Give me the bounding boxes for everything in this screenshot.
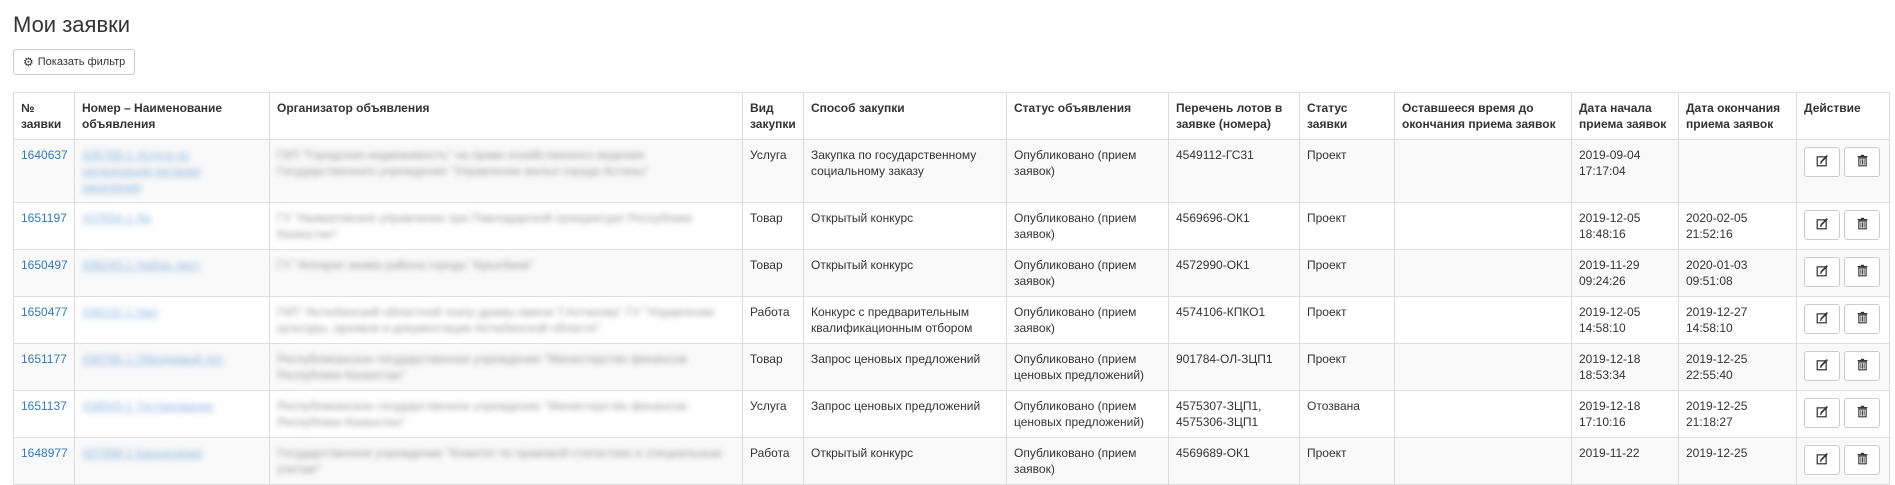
- table-row: [14, 140, 1890, 203]
- delete-button[interactable]: [1844, 304, 1880, 334]
- cell-purchase-type: Работа: [743, 297, 804, 344]
- edit-button[interactable]: [1804, 351, 1840, 381]
- end-time: 22:55:40: [1686, 368, 1733, 382]
- cell-announcement-status: Опубликовано (прием заявок): [1007, 203, 1169, 250]
- cell-time-left: [1395, 391, 1572, 438]
- header-announcement-status: Статус объявления: [1007, 93, 1169, 140]
- delete-button[interactable]: [1844, 210, 1880, 240]
- cell-organizer: [270, 203, 743, 250]
- cell-announcement-name: [75, 438, 270, 485]
- cell-purchase-type: Товар: [743, 203, 804, 250]
- cell-organizer: [270, 344, 743, 391]
- announcement-link[interactable]: 437654-1 Ди: [82, 211, 151, 225]
- cell-purchase-method: Закупка по государственному социальному заказу: [804, 140, 1007, 203]
- cell-lots: 4575307-ЗЦП1, 4575306-ЗЦП1: [1169, 391, 1300, 438]
- cell-time-left: [1395, 140, 1572, 203]
- end-date: 2019-12-25: [1686, 399, 1748, 413]
- cell-purchase-method: Запрос ценовых предложений: [804, 391, 1007, 438]
- cell-purchase-type: Товар: [743, 344, 804, 391]
- table-row: [14, 438, 1890, 485]
- end-date: 2019-12-25: [1686, 352, 1748, 366]
- cell-start-date: [1572, 344, 1679, 391]
- cell-time-left: [1395, 297, 1572, 344]
- organizer-text: ГКП "Городская недвижимость" на праве хозяйственного ведения Государственного учреждения "Управление жилья города Астаны": [277, 148, 649, 178]
- cell-time-left: [1395, 203, 1572, 250]
- gear-icon: ⚙: [23, 55, 34, 69]
- start-time: 17:10:16: [1579, 415, 1626, 429]
- edit-icon: [1816, 405, 1829, 421]
- cell-purchase-method: Конкурс с предварительным квалификационным отбором: [804, 297, 1007, 344]
- app-number-link[interactable]: 1648977: [21, 446, 68, 460]
- edit-button[interactable]: [1804, 257, 1840, 287]
- edit-button[interactable]: [1804, 445, 1840, 475]
- cell-announcement-name: [75, 250, 270, 297]
- cell-end-date: [1679, 438, 1797, 485]
- cell-app-status: Проект: [1300, 297, 1395, 344]
- cell-start-date: [1572, 297, 1679, 344]
- cell-organizer: [270, 297, 743, 344]
- edit-icon: [1816, 452, 1829, 468]
- edit-icon: [1816, 264, 1829, 280]
- trash-icon: [1856, 452, 1869, 468]
- edit-button[interactable]: [1804, 304, 1840, 334]
- cell-app-status: Проект: [1300, 140, 1395, 203]
- cell-lots: 901784-ОЛ-ЗЦП1: [1169, 344, 1300, 391]
- edit-icon: [1816, 311, 1829, 327]
- start-date: 2019-11-29: [1579, 258, 1640, 272]
- end-date: 2019-12-25: [1686, 446, 1748, 460]
- cell-organizer: [270, 438, 743, 485]
- app-number-link[interactable]: 1651177: [21, 352, 67, 366]
- trash-icon: [1856, 217, 1869, 233]
- header-app-number: № заявки: [14, 93, 75, 140]
- cell-actions: [1797, 344, 1890, 391]
- end-date: 2019-12-27: [1686, 305, 1748, 319]
- cell-organizer: [270, 250, 743, 297]
- cell-start-date: [1572, 438, 1679, 485]
- cell-announcement-status: Опубликовано (прием заявок): [1007, 250, 1169, 297]
- page-title: Мои заявки: [13, 12, 131, 37]
- end-date: 2020-02-05: [1686, 211, 1748, 225]
- end-time: 21:18:27: [1686, 415, 1733, 429]
- app-number-link[interactable]: 1640637: [21, 148, 68, 162]
- cell-start-date: [1572, 391, 1679, 438]
- app-number-link[interactable]: 1650497: [21, 258, 68, 272]
- organizer-text: Государственное учреждение "Комитет по правовой статистике и специальным учетам": [277, 446, 722, 476]
- announcement-link[interactable]: 438543-1 Тестирование: [82, 399, 214, 413]
- cell-organizer: [270, 140, 743, 203]
- cell-app-number: [14, 250, 75, 297]
- cell-lots: 4569689-ОК1: [1169, 438, 1300, 485]
- app-number-link[interactable]: 1651197: [21, 211, 67, 225]
- cell-announcement-status: Опубликовано (прием заявок): [1007, 297, 1169, 344]
- show-filter-button[interactable]: [13, 49, 135, 75]
- announcement-link[interactable]: 437998-1 Канцелярия: [82, 446, 203, 460]
- cell-time-left: [1395, 250, 1572, 297]
- header-action: Действие: [1797, 93, 1890, 140]
- start-time: 18:53:34: [1579, 368, 1626, 382]
- cell-actions: [1797, 438, 1890, 485]
- trash-icon: [1856, 311, 1869, 327]
- table-row: [14, 297, 1890, 344]
- organizer-text: ГУ "Аппарат акима района города "Арысбаев": [277, 258, 534, 272]
- cell-start-date: [1572, 140, 1679, 203]
- trash-icon: [1856, 358, 1869, 374]
- header-time-left: Оставшееся время до окончания приема заявок: [1395, 93, 1572, 140]
- start-date: 2019-12-05: [1579, 305, 1641, 319]
- cell-time-left: [1395, 438, 1572, 485]
- cell-announcement-name: [75, 344, 270, 391]
- organizer-text: Республиканское государственное учреждение "Министерство финансов Республики Казахстан": [277, 352, 687, 382]
- cell-organizer: [270, 391, 743, 438]
- cell-announcement-status: Опубликовано (прием заявок): [1007, 438, 1169, 485]
- cell-purchase-type: Услуга: [743, 391, 804, 438]
- app-number-link[interactable]: 1651137: [21, 399, 67, 413]
- announcement-link[interactable]: 438132-1 Нал: [82, 305, 159, 319]
- cell-app-number: [14, 391, 75, 438]
- edit-icon: [1816, 358, 1829, 374]
- cell-purchase-method: Открытый конкурс: [804, 203, 1007, 250]
- announcement-link[interactable]: 435769-1 Услуги по организации питания населения: [82, 148, 201, 194]
- cell-actions: [1797, 391, 1890, 438]
- end-date: 2020-01-03: [1686, 258, 1748, 272]
- trash-icon: [1856, 405, 1869, 421]
- applications-table: [13, 92, 1890, 485]
- table-row: [14, 391, 1890, 438]
- table-row: [14, 250, 1890, 297]
- delete-button[interactable]: [1844, 351, 1880, 381]
- cell-end-date: [1679, 203, 1797, 250]
- start-time: 18:48:16: [1579, 227, 1626, 241]
- trash-icon: [1856, 154, 1869, 170]
- cell-announcement-name: [75, 140, 270, 203]
- cell-app-number: [14, 344, 75, 391]
- header-purchase-method: Способ закупки: [804, 93, 1007, 140]
- start-date: 2019-09-04: [1579, 148, 1641, 162]
- edit-icon: [1816, 154, 1829, 170]
- header-start-date: Дата начала приема заявок: [1572, 93, 1679, 140]
- cell-start-date: [1572, 203, 1679, 250]
- edit-icon: [1816, 217, 1829, 233]
- cell-lots: 4569696-ОК1: [1169, 203, 1300, 250]
- table-row: [14, 344, 1890, 391]
- cell-app-status: Проект: [1300, 250, 1395, 297]
- start-date: 2019-12-18: [1579, 399, 1641, 413]
- end-time: 09:51:08: [1686, 274, 1733, 288]
- delete-button[interactable]: [1844, 445, 1880, 475]
- show-filter-label: Показать фильтр: [37, 56, 126, 68]
- header-organizer: Организатор объявления: [270, 93, 743, 140]
- start-time: 09:24:26: [1579, 274, 1626, 288]
- delete-button[interactable]: [1844, 257, 1880, 287]
- cell-announcement-status: Опубликовано (прием ценовых предложений): [1007, 391, 1169, 438]
- cell-lots: 4549112-ГС31: [1169, 140, 1300, 203]
- cell-end-date: [1679, 140, 1797, 203]
- cell-end-date: [1679, 250, 1797, 297]
- cell-purchase-method: Открытый конкурс: [804, 250, 1007, 297]
- cell-start-date: [1572, 250, 1679, 297]
- start-date: 2019-12-05: [1579, 211, 1641, 225]
- cell-purchase-method: Запрос ценовых предложений: [804, 344, 1007, 391]
- app-number-link[interactable]: 1650477: [21, 305, 68, 319]
- cell-app-number: [14, 438, 75, 485]
- cell-end-date: [1679, 297, 1797, 344]
- cell-purchase-type: Услуга: [743, 140, 804, 203]
- cell-announcement-name: [75, 297, 270, 344]
- table-row: [14, 203, 1890, 250]
- start-time: 14:58:10: [1579, 321, 1626, 335]
- delete-button[interactable]: [1844, 147, 1880, 177]
- announcement-link[interactable]: 438243-1 Набор лист: [82, 258, 201, 272]
- edit-button[interactable]: [1804, 147, 1840, 177]
- header-announcement-name: Номер – Наименование объявления: [75, 93, 270, 140]
- cell-app-number: [14, 297, 75, 344]
- cell-actions: [1797, 203, 1890, 250]
- header-purchase-type: Вид закупки: [743, 93, 804, 140]
- header-end-date: Дата окончания приема заявок: [1679, 93, 1797, 140]
- cell-announcement-status: Опубликовано (прием ценовых предложений): [1007, 344, 1169, 391]
- header-lots: Перечень лотов в заявке (номера): [1169, 93, 1300, 140]
- cell-lots: 4572990-ОК1: [1169, 250, 1300, 297]
- start-date: 2019-12-18: [1579, 352, 1641, 366]
- organizer-text: Республиканское государственное учреждение "Министерство финансов Республики Казахстан": [277, 399, 687, 429]
- end-time: 21:52:16: [1686, 227, 1733, 241]
- cell-purchase-type: Работа: [743, 438, 804, 485]
- edit-button[interactable]: [1804, 398, 1840, 428]
- organizer-text: ГУ "Акиматовское управление при Павлодарской прокуратуре Республики Казахстан": [277, 211, 693, 241]
- cell-app-status: Проект: [1300, 344, 1395, 391]
- cell-announcement-name: [75, 203, 270, 250]
- cell-end-date: [1679, 391, 1797, 438]
- cell-announcement-status: Опубликовано (прием заявок): [1007, 140, 1169, 203]
- cell-app-number: [14, 203, 75, 250]
- start-date: 2019-11-22: [1579, 446, 1640, 460]
- cell-app-status: Проект: [1300, 438, 1395, 485]
- cell-purchase-type: Товар: [743, 250, 804, 297]
- cell-app-status: Проект: [1300, 203, 1395, 250]
- cell-lots: 4574106-КПКО1: [1169, 297, 1300, 344]
- cell-end-date: [1679, 344, 1797, 391]
- edit-button[interactable]: [1804, 210, 1840, 240]
- end-time: 14:58:10: [1686, 321, 1733, 335]
- table-header-row: [14, 93, 1890, 140]
- cell-actions: [1797, 250, 1890, 297]
- cell-time-left: [1395, 344, 1572, 391]
- header-app-status: Статус заявки: [1300, 93, 1395, 140]
- cell-announcement-name: [75, 391, 270, 438]
- cell-actions: [1797, 140, 1890, 203]
- start-time: 17:17:04: [1579, 164, 1626, 178]
- cell-purchase-method: Открытый конкурс: [804, 438, 1007, 485]
- cell-actions: [1797, 297, 1890, 344]
- trash-icon: [1856, 264, 1869, 280]
- delete-button[interactable]: [1844, 398, 1880, 428]
- cell-app-status: Отозвана: [1300, 391, 1395, 438]
- announcement-link[interactable]: 438765-1 Обходимый лот: [82, 352, 224, 366]
- cell-app-number: [14, 140, 75, 203]
- organizer-text: ГКП "Актюбинский областной театр драмы имени Т.Ахтанова" ГУ "Управление культуры, архивов и документации Актюбинской области": [277, 305, 715, 335]
